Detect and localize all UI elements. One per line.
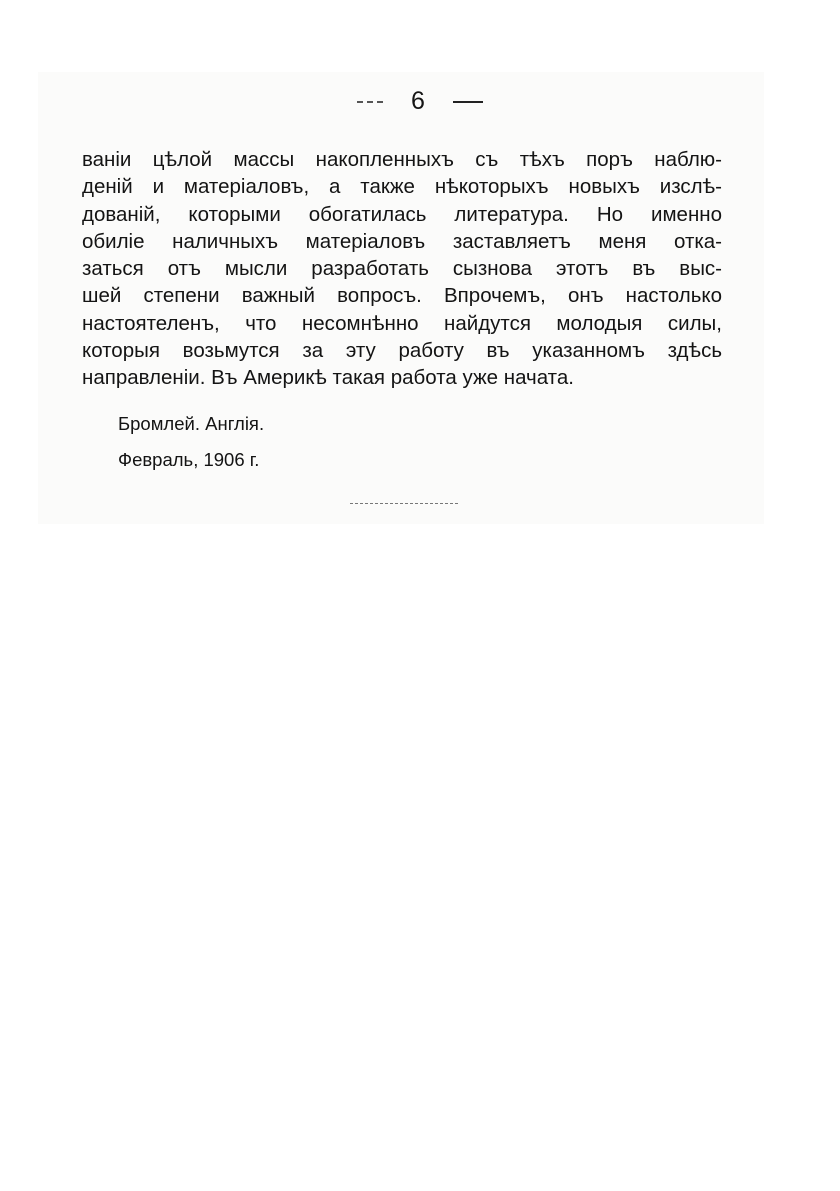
text-line: шей степени важный вопросъ. Впрочемъ, онъ настолько: [82, 284, 722, 308]
page-header: [0, 84, 840, 118]
text-line: которыя возьмутся за эту работу въ указанномъ здѣсь: [82, 339, 722, 363]
page-number: 6: [411, 87, 425, 115]
text-line: направленiи. Въ Америкѣ такая работа уже начата.: [82, 366, 574, 390]
text-line: денiй и матерiаловъ, а также нѣкоторыхъ новыхъ изслѣ-: [82, 175, 722, 199]
text-line: дованiй, которыми обогатилась литература. Но именно: [82, 202, 722, 226]
text-line: ванiи цѣлой массы накопленныхъ съ тѣхъ поръ наблю-: [82, 148, 722, 171]
signoff-place: Бромлей. Англiя.: [118, 413, 265, 434]
header-left-dash: [357, 101, 383, 103]
text-line: настоятеленъ, что несомнѣнно найдутся молодыя силы,: [82, 311, 722, 335]
end-divider: [350, 503, 458, 504]
text-line: обилiе наличныхъ матерiаловъ заставляетъ меня отка-: [82, 229, 722, 253]
signoff-date: Февраль, 1906 г.: [118, 449, 260, 470]
text-line: заться отъ мысли разработать сызнова этотъ въ выс-: [82, 257, 722, 281]
header-right-dash: [453, 101, 483, 103]
body-paragraph: [82, 146, 722, 392]
